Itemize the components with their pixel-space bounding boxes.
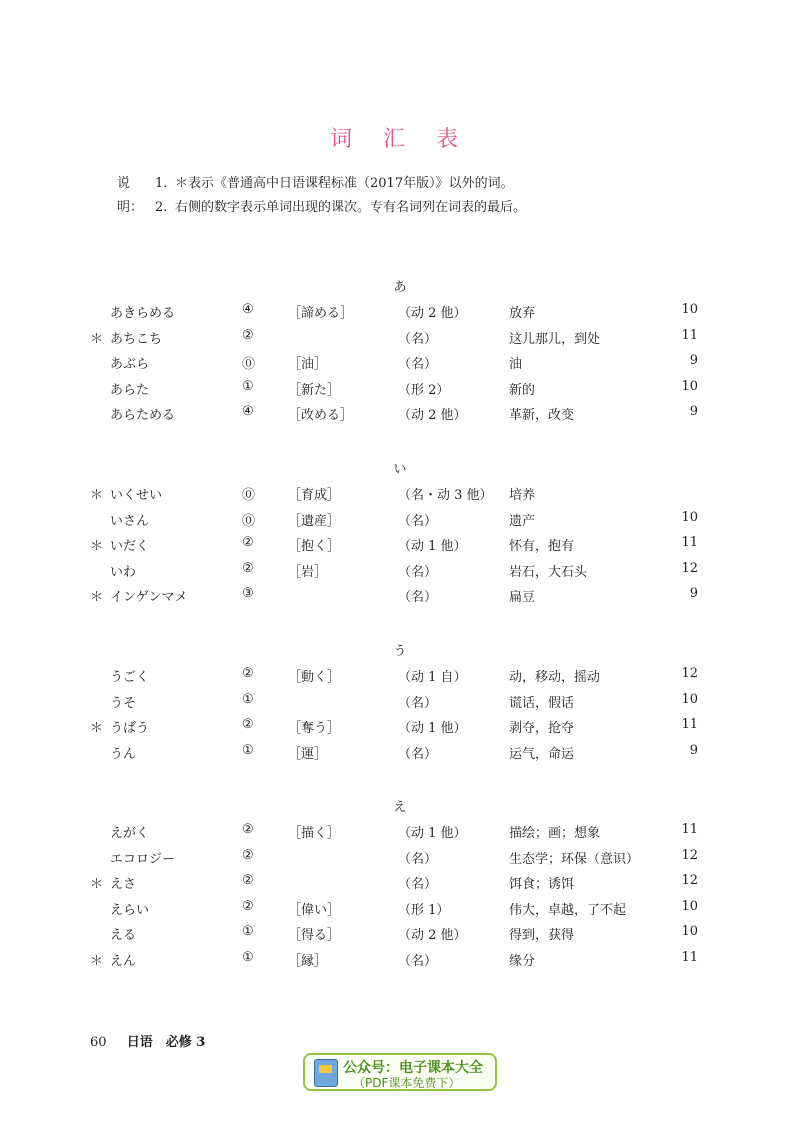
- entry-lesson: 12: [681, 666, 698, 681]
- entry-pos: （名）: [398, 746, 438, 762]
- vocab-entry: [0, 873, 800, 899]
- note-number: 1.: [155, 176, 168, 191]
- vocab-entry: [0, 302, 800, 328]
- entry-kanji: ［縁］: [288, 954, 328, 969]
- entry-kanji: ［育成］: [288, 488, 341, 503]
- banner-line-2: （PDF课本免费下）: [353, 1076, 461, 1090]
- entry-word: いだく: [110, 539, 150, 555]
- star-mark: ＊: [90, 590, 104, 606]
- star-mark: ＊: [90, 954, 104, 969]
- entry-lesson: 10: [681, 924, 698, 940]
- vocab-entry: [0, 717, 800, 743]
- entry-kanji: ［得る］: [288, 928, 341, 944]
- entry-pos: （形 2）: [398, 382, 450, 398]
- entry-meaning: 谎话，假话: [509, 695, 575, 711]
- entry-word: あらた: [110, 382, 150, 398]
- star-mark: ＊: [90, 721, 104, 737]
- entry-lesson: 11: [681, 822, 698, 837]
- entry-meaning: 运气，命运: [509, 746, 575, 762]
- page-footer: [90, 1031, 205, 1050]
- entry-word: うごく: [110, 670, 150, 685]
- entry-pos: （动 1 他）: [398, 826, 467, 841]
- entry-lesson: 11: [681, 535, 698, 551]
- entry-accent: ①: [242, 742, 254, 758]
- section-heading: え: [393, 800, 407, 815]
- entry-meaning: 岩石，大石头: [509, 564, 588, 580]
- entry-kanji: ［描く］: [288, 826, 341, 841]
- section-heading: あ: [393, 280, 407, 295]
- entry-accent: ③: [242, 586, 254, 602]
- note-text: ＊表示《普通高中日语课程标准（2017年版）》以外的词。: [175, 176, 514, 191]
- entry-lesson: 10: [681, 378, 698, 394]
- vocab-entry: [0, 379, 800, 405]
- entry-lesson: 9: [689, 353, 698, 369]
- entry-meaning: 油: [509, 357, 523, 373]
- entry-pos: （名）: [398, 513, 438, 529]
- entry-accent: ②: [242, 327, 254, 343]
- entry-pos: （名・动 3 他）: [398, 488, 493, 503]
- entry-pos: （动 2 他）: [398, 306, 467, 321]
- entry-kanji: ［動く］: [288, 670, 341, 685]
- entry-accent: ①: [242, 950, 254, 965]
- vocab-entry: [0, 535, 800, 561]
- star-mark: ＊: [90, 539, 104, 555]
- entry-kanji: ［抱く］: [288, 539, 341, 555]
- entry-pos: （动 2 他）: [398, 408, 467, 424]
- entry-word: える: [110, 928, 137, 944]
- section-heading: い: [393, 462, 407, 477]
- vocab-entry: [0, 586, 800, 612]
- entry-meaning: 遗产: [509, 513, 536, 529]
- entry-word: あちこち: [110, 331, 163, 347]
- entry-pos: （名）: [398, 357, 438, 373]
- entry-accent: ④: [242, 404, 254, 420]
- vocab-entry: [0, 899, 800, 925]
- entry-meaning: 得到，获得: [509, 928, 575, 944]
- vocab-entry: [0, 353, 800, 379]
- entry-word: えさ: [110, 877, 137, 893]
- entry-pos: （形 1）: [398, 902, 450, 918]
- entry-kanji: ［岩］: [288, 564, 328, 580]
- entry-kanji: ［奪う］: [288, 721, 341, 737]
- entry-meaning: 这儿那儿，到处: [509, 331, 601, 347]
- entry-meaning: 怀有，抱有: [509, 539, 575, 555]
- star-mark: ＊: [90, 877, 104, 893]
- entry-word: うん: [110, 746, 137, 762]
- entry-meaning: 伟大，卓越，了不起: [509, 902, 627, 918]
- entry-pos: （名）: [398, 695, 438, 711]
- entry-kanji: ［遺産］: [288, 513, 341, 529]
- vocab-entry: [0, 848, 800, 874]
- note-prefix: 说明：: [117, 176, 144, 215]
- entry-meaning: 描绘；画；想象: [509, 826, 601, 841]
- vocab-entry: [0, 822, 800, 848]
- vocab-entry: [0, 950, 800, 976]
- entry-accent: ②: [242, 822, 254, 837]
- entry-word: いさん: [110, 513, 150, 529]
- entry-accent: ②: [242, 560, 254, 576]
- entry-lesson: 9: [689, 586, 698, 602]
- entry-accent: ②: [242, 666, 254, 681]
- vocab-entry: [0, 743, 800, 769]
- entry-word: いわ: [110, 564, 137, 580]
- entry-accent: ①: [242, 691, 254, 707]
- vocab-entry: [0, 328, 800, 354]
- entry-kanji: ［諦める］: [288, 306, 354, 321]
- entry-lesson: 10: [681, 691, 698, 707]
- star-mark: ＊: [90, 488, 104, 503]
- entry-accent: ②: [242, 898, 254, 914]
- entry-meaning: 新的: [509, 382, 536, 398]
- note-number: 2.: [155, 200, 168, 215]
- book-icon: [314, 1059, 338, 1087]
- vocab-entry: [0, 561, 800, 587]
- entry-word: インゲンマメ: [110, 590, 188, 606]
- page-title: 词 汇 表: [330, 127, 470, 152]
- entry-accent: ⓪: [242, 488, 256, 503]
- entry-lesson: 9: [689, 404, 698, 420]
- entry-kanji: ［油］: [288, 357, 328, 373]
- entry-word: うばう: [110, 721, 150, 737]
- vocab-entry: [0, 692, 800, 718]
- vocab-entry: [0, 510, 800, 536]
- entry-lesson: 10: [681, 302, 698, 317]
- entry-pos: （动 1 他）: [398, 539, 467, 555]
- entry-word: あぶら: [110, 357, 150, 373]
- entry-pos: （动 1 自）: [398, 670, 467, 685]
- entry-accent: ②: [242, 535, 254, 551]
- vocab-entry: [0, 666, 800, 692]
- book-title: 日语 必修 3: [126, 1035, 206, 1050]
- entry-meaning: 革新，改变: [509, 408, 575, 424]
- entry-accent: ②: [242, 873, 254, 889]
- entry-lesson: 12: [681, 873, 698, 889]
- entry-meaning: 放弃: [509, 306, 536, 321]
- entry-lesson: 10: [681, 898, 698, 914]
- entry-pos: （名）: [398, 877, 438, 893]
- banner-line-1: 公众号：电子课本大全: [343, 1060, 483, 1076]
- entry-kanji: ［改める］: [288, 408, 354, 424]
- entry-word: エコロジー: [110, 851, 176, 867]
- section-heading: う: [393, 644, 407, 659]
- watermark-banner: [303, 1053, 497, 1091]
- entry-meaning: 剥夺，抢夺: [509, 721, 575, 737]
- entry-word: えがく: [110, 826, 150, 841]
- entry-word: うそ: [110, 695, 137, 711]
- entry-accent: ①: [242, 924, 254, 940]
- entry-meaning: 扁豆: [509, 590, 536, 606]
- entry-kanji: ［新た］: [288, 382, 341, 398]
- entry-lesson: 11: [681, 950, 698, 965]
- entry-word: あらためる: [110, 408, 176, 424]
- entry-pos: （名）: [398, 331, 438, 347]
- entry-meaning: 缘分: [509, 954, 536, 969]
- vocab-entry: [0, 484, 800, 510]
- entry-lesson: 12: [681, 560, 698, 576]
- entry-accent: ④: [242, 302, 254, 317]
- note-text: 右侧的数字表示单词出现的课次。专有名词列在词表的最后。: [175, 200, 527, 215]
- entry-accent: ②: [242, 717, 254, 733]
- entry-lesson: 10: [681, 509, 698, 525]
- entry-lesson: 9: [689, 742, 698, 758]
- entry-lesson: 11: [681, 327, 698, 343]
- entry-meaning: 饵食；诱饵: [509, 877, 575, 893]
- entry-accent: ②: [242, 847, 254, 863]
- entry-accent: ⓪: [242, 513, 256, 529]
- entry-meaning: 培养: [509, 488, 536, 503]
- entry-kanji: ［運］: [288, 746, 328, 762]
- page-number: 60: [90, 1035, 107, 1050]
- vocab-entry: [0, 924, 800, 950]
- entry-meaning: 生态学；环保（意识）: [509, 851, 640, 867]
- entry-pos: （动 2 他）: [398, 928, 467, 944]
- entry-pos: （名）: [398, 564, 438, 580]
- entry-pos: （名）: [398, 851, 438, 867]
- entry-lesson: 11: [681, 717, 698, 733]
- entry-word: いくせい: [110, 488, 163, 503]
- entry-meaning: 动，移动，摇动: [509, 670, 601, 685]
- entry-accent: ⓪: [242, 357, 256, 373]
- entry-word: あきらめる: [110, 306, 176, 321]
- entry-pos: （动 1 他）: [398, 721, 467, 737]
- entry-lesson: 12: [681, 847, 698, 863]
- star-mark: ＊: [90, 331, 104, 347]
- entry-word: えん: [110, 954, 137, 969]
- vocab-entry: [0, 404, 800, 430]
- entry-pos: （名）: [398, 590, 438, 606]
- entry-kanji: ［偉い］: [288, 902, 341, 918]
- entry-accent: ①: [242, 378, 254, 394]
- entry-pos: （名）: [398, 954, 438, 969]
- entry-word: えらい: [110, 902, 150, 918]
